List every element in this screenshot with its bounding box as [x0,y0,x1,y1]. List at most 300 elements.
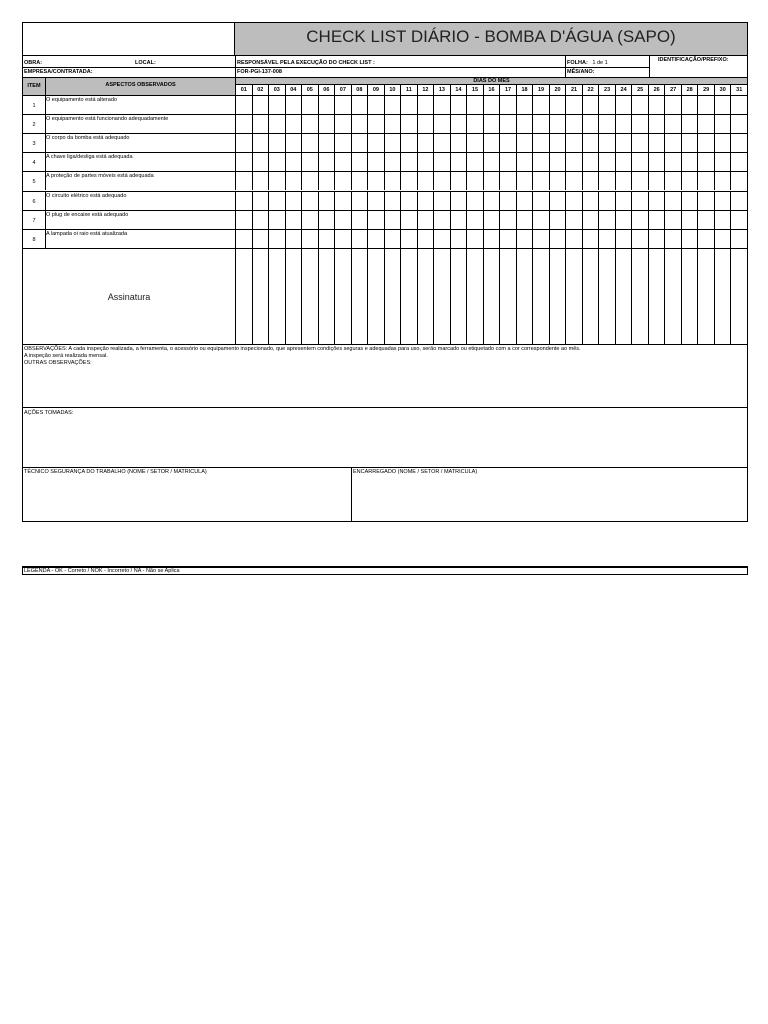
day-check-cell[interactable] [499,114,516,133]
day-check-cell[interactable] [318,210,335,229]
assinatura-day-cell[interactable] [730,248,747,344]
day-check-cell[interactable] [252,114,269,133]
day-check-cell[interactable] [268,152,285,171]
day-check-cell[interactable] [730,229,747,248]
day-check-cell[interactable] [730,95,747,114]
day-check-cell[interactable] [565,210,582,229]
day-check-cell[interactable] [334,133,351,152]
day-check-cell[interactable] [318,229,335,248]
day-check-cell[interactable] [252,229,269,248]
day-check-cell[interactable] [367,114,384,133]
day-check-cell[interactable] [268,133,285,152]
day-check-cell[interactable] [532,152,549,171]
day-check-cell[interactable] [268,114,285,133]
day-check-cell[interactable] [664,133,681,152]
day-header-cell: 24 [615,84,632,95]
day-check-cell[interactable] [417,171,434,190]
assinatura-day-cell[interactable] [631,248,648,344]
day-check-cell[interactable] [351,152,368,171]
day-check-cell[interactable] [466,95,483,114]
day-check-cell[interactable] [730,171,747,190]
day-check-cell[interactable] [268,229,285,248]
day-check-cell[interactable] [532,133,549,152]
day-check-cell[interactable] [681,171,698,190]
day-check-cell[interactable] [730,152,747,171]
day-check-cell[interactable] [697,95,714,114]
day-check-cell[interactable] [697,152,714,171]
day-check-cell[interactable] [664,191,681,210]
day-check-cell[interactable] [367,191,384,210]
day-check-cell[interactable] [714,114,731,133]
day-check-cell[interactable] [697,210,714,229]
day-check-cell[interactable] [532,191,549,210]
day-check-cell[interactable] [615,229,632,248]
day-check-cell[interactable] [318,95,335,114]
assinatura-day-cell[interactable] [565,248,582,344]
day-check-cell[interactable] [301,171,318,190]
day-check-cell[interactable] [532,210,549,229]
day-check-cell[interactable] [681,229,698,248]
day-check-cell[interactable] [334,191,351,210]
day-check-cell[interactable] [598,114,615,133]
day-check-cell[interactable] [516,171,533,190]
day-check-cell[interactable] [367,95,384,114]
day-check-cell[interactable] [417,229,434,248]
day-check-cell[interactable] [615,114,632,133]
acoes-tomadas-label: AÇÕES TOMADAS: [23,407,747,467]
day-header-cell: 22 [582,84,599,95]
assinatura-day-cell[interactable] [450,248,467,344]
day-check-cell[interactable] [285,171,302,190]
day-check-cell[interactable] [598,171,615,190]
day-check-cell[interactable] [367,152,384,171]
day-check-cell[interactable] [400,152,417,171]
day-check-cell[interactable] [516,191,533,210]
day-check-cell[interactable] [367,210,384,229]
day-check-cell[interactable] [598,95,615,114]
day-check-cell[interactable] [235,229,252,248]
assinatura-day-cell[interactable] [351,248,368,344]
assinatura-day-cell[interactable] [648,248,665,344]
day-check-cell[interactable] [664,95,681,114]
day-check-cell[interactable] [549,133,566,152]
assinatura-day-cell[interactable] [499,248,516,344]
form-code: FOR-PGI-137-008 [235,67,565,77]
day-check-cell[interactable] [565,152,582,171]
day-check-cell[interactable] [499,191,516,210]
day-check-cell[interactable] [301,191,318,210]
day-header-cell: 16 [483,84,500,95]
assinatura-day-cell[interactable] [516,248,533,344]
day-check-cell[interactable] [714,152,731,171]
day-check-cell[interactable] [598,191,615,210]
day-check-cell[interactable] [615,133,632,152]
day-check-cell[interactable] [301,210,318,229]
day-check-cell[interactable] [235,114,252,133]
day-check-cell[interactable] [252,95,269,114]
day-check-cell[interactable] [549,95,566,114]
assinatura-day-cell[interactable] [433,248,450,344]
day-check-cell[interactable] [516,114,533,133]
day-check-cell[interactable] [648,95,665,114]
day-check-cell[interactable] [730,133,747,152]
day-check-cell[interactable] [631,95,648,114]
day-check-cell[interactable] [433,210,450,229]
day-check-cell[interactable] [318,114,335,133]
day-check-cell[interactable] [516,210,533,229]
day-check-cell[interactable] [268,171,285,190]
day-check-cell[interactable] [697,171,714,190]
day-check-cell[interactable] [351,114,368,133]
day-check-cell[interactable] [565,171,582,190]
day-check-cell[interactable] [648,191,665,210]
day-check-cell[interactable] [549,114,566,133]
day-check-cell[interactable] [384,152,401,171]
day-check-cell[interactable] [235,171,252,190]
day-check-cell[interactable] [400,114,417,133]
day-check-cell[interactable] [318,133,335,152]
day-check-cell[interactable] [582,171,599,190]
day-check-cell[interactable] [615,152,632,171]
day-check-cell[interactable] [648,114,665,133]
assinatura-day-cell[interactable] [384,248,401,344]
day-check-cell[interactable] [235,133,252,152]
day-check-cell[interactable] [615,210,632,229]
day-check-cell[interactable] [334,229,351,248]
day-check-cell[interactable] [384,171,401,190]
day-check-cell[interactable] [697,191,714,210]
day-check-cell[interactable] [549,171,566,190]
day-check-cell[interactable] [582,229,599,248]
assinatura-day-cell[interactable] [417,248,434,344]
day-check-cell[interactable] [235,95,252,114]
day-check-cell[interactable] [450,191,467,210]
day-check-cell[interactable] [598,210,615,229]
day-check-cell[interactable] [516,95,533,114]
day-check-cell[interactable] [565,229,582,248]
day-check-cell[interactable] [400,210,417,229]
day-check-cell[interactable] [648,133,665,152]
day-check-cell[interactable] [582,191,599,210]
day-check-cell[interactable] [400,229,417,248]
day-header-cell: 06 [318,84,335,95]
day-check-cell[interactable] [615,191,632,210]
day-check-cell[interactable] [417,152,434,171]
day-check-cell[interactable] [235,152,252,171]
day-check-cell[interactable] [318,152,335,171]
day-check-cell[interactable] [384,95,401,114]
day-check-cell[interactable] [334,114,351,133]
day-check-cell[interactable] [631,114,648,133]
day-check-cell[interactable] [450,229,467,248]
day-check-cell[interactable] [648,210,665,229]
day-check-cell[interactable] [285,114,302,133]
day-check-cell[interactable] [648,171,665,190]
item-header: ITEM [23,77,45,95]
day-check-cell[interactable] [565,133,582,152]
day-check-cell[interactable] [516,152,533,171]
day-check-cell[interactable] [697,133,714,152]
day-check-cell[interactable] [549,152,566,171]
day-check-cell[interactable] [301,114,318,133]
day-check-cell[interactable] [400,133,417,152]
day-check-cell[interactable] [730,114,747,133]
day-check-cell[interactable] [433,171,450,190]
day-check-cell[interactable] [285,95,302,114]
day-check-cell[interactable] [285,210,302,229]
day-check-cell[interactable] [367,171,384,190]
day-check-cell[interactable] [631,133,648,152]
assinatura-day-cell[interactable] [252,248,269,344]
day-check-cell[interactable] [433,191,450,210]
assinatura-day-cell[interactable] [285,248,302,344]
day-check-cell[interactable] [681,152,698,171]
day-check-cell[interactable] [714,133,731,152]
day-header-cell: 23 [598,84,615,95]
day-check-cell[interactable] [681,114,698,133]
day-check-cell[interactable] [450,152,467,171]
day-check-cell[interactable] [417,95,434,114]
day-check-cell[interactable] [285,133,302,152]
assinatura-day-cell[interactable] [400,248,417,344]
day-check-cell[interactable] [532,229,549,248]
day-check-cell[interactable] [235,210,252,229]
day-check-cell[interactable] [285,191,302,210]
item-number: 8 [23,229,45,248]
day-check-cell[interactable] [384,229,401,248]
day-check-cell[interactable] [697,114,714,133]
day-check-cell[interactable] [318,171,335,190]
day-check-cell[interactable] [730,210,747,229]
day-check-cell[interactable] [714,229,731,248]
day-check-cell[interactable] [466,191,483,210]
day-check-cell[interactable] [417,114,434,133]
day-check-cell[interactable] [631,191,648,210]
day-check-cell[interactable] [549,191,566,210]
day-check-cell[interactable] [417,133,434,152]
day-check-cell[interactable] [598,152,615,171]
day-check-cell[interactable] [499,152,516,171]
day-check-cell[interactable] [664,210,681,229]
day-check-cell[interactable] [417,191,434,210]
day-check-cell[interactable] [466,114,483,133]
day-check-cell[interactable] [499,95,516,114]
day-check-cell[interactable] [483,229,500,248]
day-check-cell[interactable] [499,133,516,152]
day-check-cell[interactable] [532,171,549,190]
day-check-cell[interactable] [664,229,681,248]
day-check-cell[interactable] [433,114,450,133]
day-check-cell[interactable] [450,114,467,133]
day-check-cell[interactable] [582,95,599,114]
day-header-cell: 21 [565,84,582,95]
item-number: 5 [23,171,45,190]
day-check-cell[interactable] [681,133,698,152]
day-check-cell[interactable] [615,95,632,114]
day-check-cell[interactable] [268,95,285,114]
day-check-cell[interactable] [301,152,318,171]
day-check-cell[interactable] [433,152,450,171]
assinatura-day-cell[interactable] [615,248,632,344]
day-check-cell[interactable] [681,191,698,210]
day-check-cell[interactable] [664,152,681,171]
day-check-cell[interactable] [466,152,483,171]
day-check-cell[interactable] [516,133,533,152]
day-header-cell: 05 [301,84,318,95]
day-check-cell[interactable] [351,171,368,190]
day-header-cell: 18 [516,84,533,95]
day-check-cell[interactable] [450,210,467,229]
day-check-cell[interactable] [351,191,368,210]
day-check-cell[interactable] [351,229,368,248]
day-check-cell[interactable] [549,229,566,248]
day-check-cell[interactable] [730,191,747,210]
day-check-cell[interactable] [367,133,384,152]
day-check-cell[interactable] [384,133,401,152]
day-check-cell[interactable] [582,133,599,152]
day-check-cell[interactable] [384,191,401,210]
day-check-cell[interactable] [565,191,582,210]
day-check-cell[interactable] [285,152,302,171]
day-check-cell[interactable] [450,95,467,114]
day-check-cell[interactable] [351,133,368,152]
day-check-cell[interactable] [681,210,698,229]
day-check-cell[interactable] [582,210,599,229]
assinatura-day-cell[interactable] [466,248,483,344]
item-number: 1 [23,95,45,114]
day-check-cell[interactable] [582,152,599,171]
day-check-cell[interactable] [252,210,269,229]
day-check-cell[interactable] [714,171,731,190]
day-check-cell[interactable] [400,95,417,114]
assinatura-day-cell[interactable] [268,248,285,344]
day-check-cell[interactable] [714,191,731,210]
day-check-cell[interactable] [681,95,698,114]
day-check-cell[interactable] [532,114,549,133]
day-check-cell[interactable] [450,171,467,190]
assinatura-day-cell[interactable] [549,248,566,344]
assinatura-day-cell[interactable] [318,248,335,344]
day-header-cell: 03 [268,84,285,95]
day-check-cell[interactable] [499,171,516,190]
day-check-cell[interactable] [582,114,599,133]
observacoes-block [23,344,747,407]
day-check-cell[interactable] [268,191,285,210]
day-check-cell[interactable] [367,229,384,248]
day-check-cell[interactable] [483,210,500,229]
day-check-cell[interactable] [483,95,500,114]
day-check-cell[interactable] [466,210,483,229]
day-check-cell[interactable] [598,133,615,152]
day-check-cell[interactable] [433,229,450,248]
assinatura-day-cell[interactable] [697,248,714,344]
day-check-cell[interactable] [285,229,302,248]
day-check-cell[interactable] [483,191,500,210]
item-aspect-text: A chave liga/desliga está adequada [45,152,235,171]
assinatura-day-cell[interactable] [598,248,615,344]
day-check-cell[interactable] [549,210,566,229]
day-check-cell[interactable] [334,171,351,190]
day-check-cell[interactable] [351,95,368,114]
day-check-cell[interactable] [318,191,335,210]
day-check-cell[interactable] [450,133,467,152]
day-check-cell[interactable] [334,210,351,229]
assinatura-day-cell[interactable] [334,248,351,344]
item-aspect-text: O equipamento está funcionando adequadamente [45,114,235,133]
day-check-cell[interactable] [252,133,269,152]
day-check-cell[interactable] [433,95,450,114]
day-check-cell[interactable] [334,152,351,171]
assinatura-day-cell[interactable] [582,248,599,344]
day-check-cell[interactable] [615,171,632,190]
assinatura-day-cell[interactable] [664,248,681,344]
day-check-cell[interactable] [417,210,434,229]
item-aspect-text: O circuito elétrico está adequado [45,191,235,210]
assinatura-day-cell[interactable] [301,248,318,344]
assinatura-day-cell[interactable] [235,248,252,344]
day-check-cell[interactable] [483,133,500,152]
assinatura-day-cell[interactable] [532,248,549,344]
day-check-cell[interactable] [631,171,648,190]
day-check-cell[interactable] [516,229,533,248]
day-check-cell[interactable] [565,114,582,133]
day-check-cell[interactable] [384,210,401,229]
day-check-cell[interactable] [648,152,665,171]
day-check-cell[interactable] [565,95,582,114]
day-check-cell[interactable] [351,210,368,229]
day-check-cell[interactable] [466,171,483,190]
day-check-cell[interactable] [400,191,417,210]
day-check-cell[interactable] [252,152,269,171]
day-check-cell[interactable] [697,229,714,248]
day-check-cell[interactable] [252,191,269,210]
assinatura-day-cell[interactable] [367,248,384,344]
day-check-cell[interactable] [466,229,483,248]
day-check-cell[interactable] [631,210,648,229]
day-check-cell[interactable] [714,95,731,114]
day-check-cell[interactable] [483,171,500,190]
day-check-cell[interactable] [714,210,731,229]
day-check-cell[interactable] [532,95,549,114]
item-number: 4 [23,152,45,171]
day-check-cell[interactable] [301,229,318,248]
day-check-cell[interactable] [631,152,648,171]
day-check-cell[interactable] [252,171,269,190]
day-check-cell[interactable] [384,114,401,133]
day-check-cell[interactable] [235,191,252,210]
assinatura-day-cell[interactable] [714,248,731,344]
day-check-cell[interactable] [631,229,648,248]
day-check-cell[interactable] [400,171,417,190]
day-check-cell[interactable] [483,114,500,133]
day-check-cell[interactable] [598,229,615,248]
day-check-cell[interactable] [499,210,516,229]
day-check-cell[interactable] [499,229,516,248]
day-check-cell[interactable] [268,210,285,229]
day-check-cell[interactable] [648,229,665,248]
day-check-cell[interactable] [664,114,681,133]
day-check-cell[interactable] [433,133,450,152]
day-check-cell[interactable] [466,133,483,152]
assinatura-day-cell[interactable] [483,248,500,344]
day-check-cell[interactable] [301,133,318,152]
day-check-cell[interactable] [301,95,318,114]
day-check-cell[interactable] [334,95,351,114]
day-check-cell[interactable] [664,171,681,190]
day-check-cell[interactable] [483,152,500,171]
assinatura-day-cell[interactable] [681,248,698,344]
legend: LEGENDA - OK - Correto / NOK - Incorreto / NA - Não se Aplica [22,566,748,575]
